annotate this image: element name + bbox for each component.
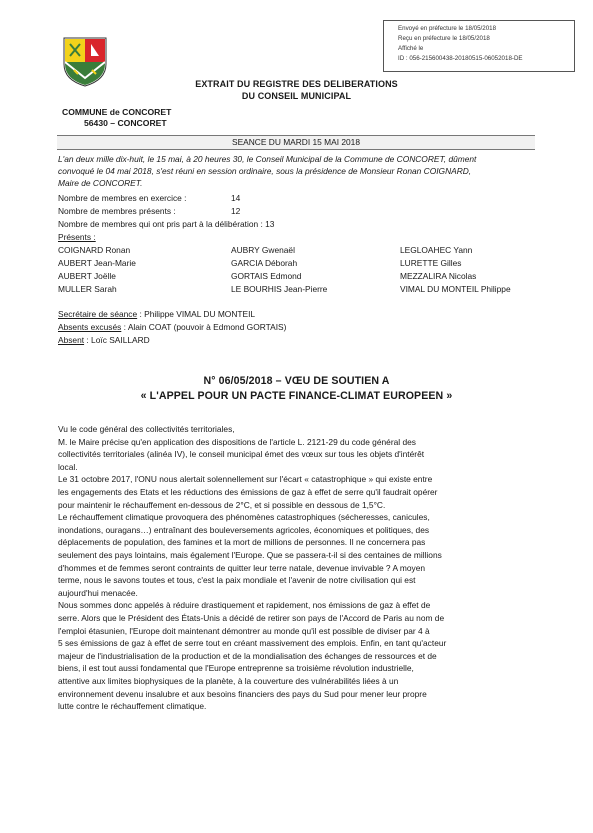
stamp-received: Reçu en préfecture le 18/05/2018: [398, 35, 490, 42]
member-name: LEGLOAHEC Yann: [400, 245, 473, 255]
body-line: local.: [58, 461, 78, 472]
body-line: inondations, ouragans…) entraînant des bouleversements agricoles, économiques et politiques, des: [58, 524, 430, 535]
intro-line: convoqué le 04 mai 2018, s'est réuni en session ordinaire, sous la présidence de Monsieur Ronan COIGNARD,: [58, 166, 472, 176]
body-line: lutte contre le réchauffement climatique.: [58, 701, 207, 712]
member-name: VIMAL DU MONTEIL Philippe: [400, 284, 511, 294]
member-name: LURETTE Gilles: [400, 258, 462, 268]
body-line: collectivités territoriales (alinéa IV), le conseil municipal émet des vœux sur tous les objets d'intérêt: [58, 449, 425, 460]
body-line: attentive aux limites biophysiques de la planète, à la couverture des vulnérabilités liées à un: [58, 676, 399, 686]
prefecture-stamp: [383, 20, 575, 72]
body-line: aujourd'hui menacée.: [58, 587, 138, 598]
body-line: biens, il est tout aussi fondamental que l'Europe entreprenne sa troisième révolution industrielle,: [58, 663, 414, 674]
intro-line: L'an deux mille dix-huit, le 15 mai, à 20 heures 30, le Conseil Municipal de la Commune de CONCORET, dûment: [58, 154, 477, 164]
secretary-label: Secrétaire de séance: [58, 309, 138, 319]
member-name: AUBRY Gwenaël: [231, 245, 295, 255]
absent-value: : Loïc SAILLARD: [84, 335, 150, 345]
seance-banner: SEANCE DU MARDI 15 MAI 2018: [57, 135, 535, 150]
body-line: Vu le code général des collectivités territoriales,: [58, 424, 235, 434]
members-present-value: 12: [231, 206, 241, 216]
excused-absents-label: Absents excusés: [58, 322, 122, 332]
body-line: 5 ses émissions de gaz à effet de serre tout en créant massivement des emplois. Enfin, en tant qu'acteur: [58, 638, 447, 649]
body-line: l'emploi étasunien, l'Europe doit maintenant démontrer au monde qu'il est possible de diviser par 4 à: [58, 625, 430, 636]
member-name: AUBERT Joëlle: [58, 271, 116, 281]
register-title-line2: DU CONSEIL MUNICIPAL: [241, 91, 352, 101]
commune-name: COMMUNE de CONCORET: [62, 107, 172, 117]
body-line: Le réchauffement climatique provoquera des phénomènes catastrophiques (sécheresses, canicules,: [58, 512, 430, 523]
members-in-office-label: Nombre de membres en exercice :: [58, 193, 187, 203]
body-line: seulement des pays lointains, mais également l'Europe. Que se passera-t-il si des centaines de millions: [58, 550, 442, 560]
member-name: AUBERT Jean-Marie: [58, 258, 136, 268]
motion-title-line2: « L'APPEL POUR UN PACTE FINANCE-CLIMAT EUROPEEN »: [140, 390, 453, 402]
member-name: LE BOURHIS Jean-Pierre: [231, 284, 328, 294]
body-line: les engagements des Etats et les réductions des émissions de gaz à effet de serre qu'il faudrait opérer: [58, 487, 438, 497]
absent-line: [58, 335, 150, 345]
body-line: déplacements de population, des famines et la mort de millions de personnes. Il ne concernera pas: [58, 537, 426, 548]
member-name: MULLER Sarah: [58, 284, 117, 294]
member-name: GORTAIS Edmond: [231, 271, 302, 281]
stamp-posted: Affiché le: [398, 45, 424, 52]
body-line: Le 31 octobre 2017, l'ONU nous alertait solennellement sur l'écart « catastrophique » qui existe entre: [58, 474, 433, 485]
register-title-line1: EXTRAIT DU REGISTRE DES DELIBERATIONS: [195, 79, 398, 89]
body-line: serre. Alors que le Président des États-Unis a décidé de retirer son pays de l'Accord de Paris au nom de: [58, 613, 445, 623]
secretary-value: : Philippe VIMAL DU MONTEIL: [137, 309, 256, 319]
stamp-id: ID : 056-215600438-20180515-06052018-DE: [398, 55, 523, 62]
presents-heading: Présents :: [58, 232, 96, 242]
members-in-office-value: 14: [231, 193, 241, 203]
member-name: MEZZALIRA Nicolas: [400, 271, 477, 281]
stamp-sent: Envoyé en préfecture le 18/05/2018: [398, 25, 497, 32]
member-name: COIGNARD Ronan: [58, 245, 131, 255]
excused-absents-value: : Alain COAT (pouvoir à Edmond GORTAIS): [121, 322, 287, 332]
absent-label: Absent: [58, 335, 85, 345]
commune-postcode: 56430 – CONCORET: [84, 118, 167, 128]
members-present-label: Nombre de membres présents :: [58, 206, 176, 216]
body-line: pour maintenir le réchauffement en-dessous de 2°C, et si possible en dessous de 1,5°C.: [58, 499, 386, 510]
intro-line: Maire de CONCORET.: [58, 178, 143, 188]
body-line: Nous sommes donc appelés à réduire drastiquement et rapidement, nos émissions de gaz à effet de: [58, 600, 431, 611]
motion-title-line1: N° 06/05/2018 – VŒU DE SOUTIEN A: [203, 375, 390, 387]
secretary-line: [58, 309, 255, 319]
members-voting-label: Nombre de membres qui ont pris part à la délibération : 13: [58, 219, 275, 229]
excused-absents-line: [58, 322, 286, 332]
body-line: majeur de l'industrialisation de la production et de la mondialisation des échanges de ressources et de: [58, 650, 437, 661]
body-line: M. le Maire précise qu'en application des dispositions de l'article L. 2121-29 du code général des: [58, 436, 416, 447]
body-line: d'hommes et de femmes seront contraints de quitter leur terre natale, devenue invivable ? A moyen: [58, 562, 426, 573]
member-name: GARCIA Déborah: [231, 258, 298, 268]
body-line: terme, nous le savons toutes et tous, c'est la paix mondiale et l'avenir de notre civilisation qui est: [58, 575, 416, 586]
body-line: environnement devenu insalubre et aux besoins financiers des pays du Sud pour mener leur propre: [58, 688, 427, 699]
